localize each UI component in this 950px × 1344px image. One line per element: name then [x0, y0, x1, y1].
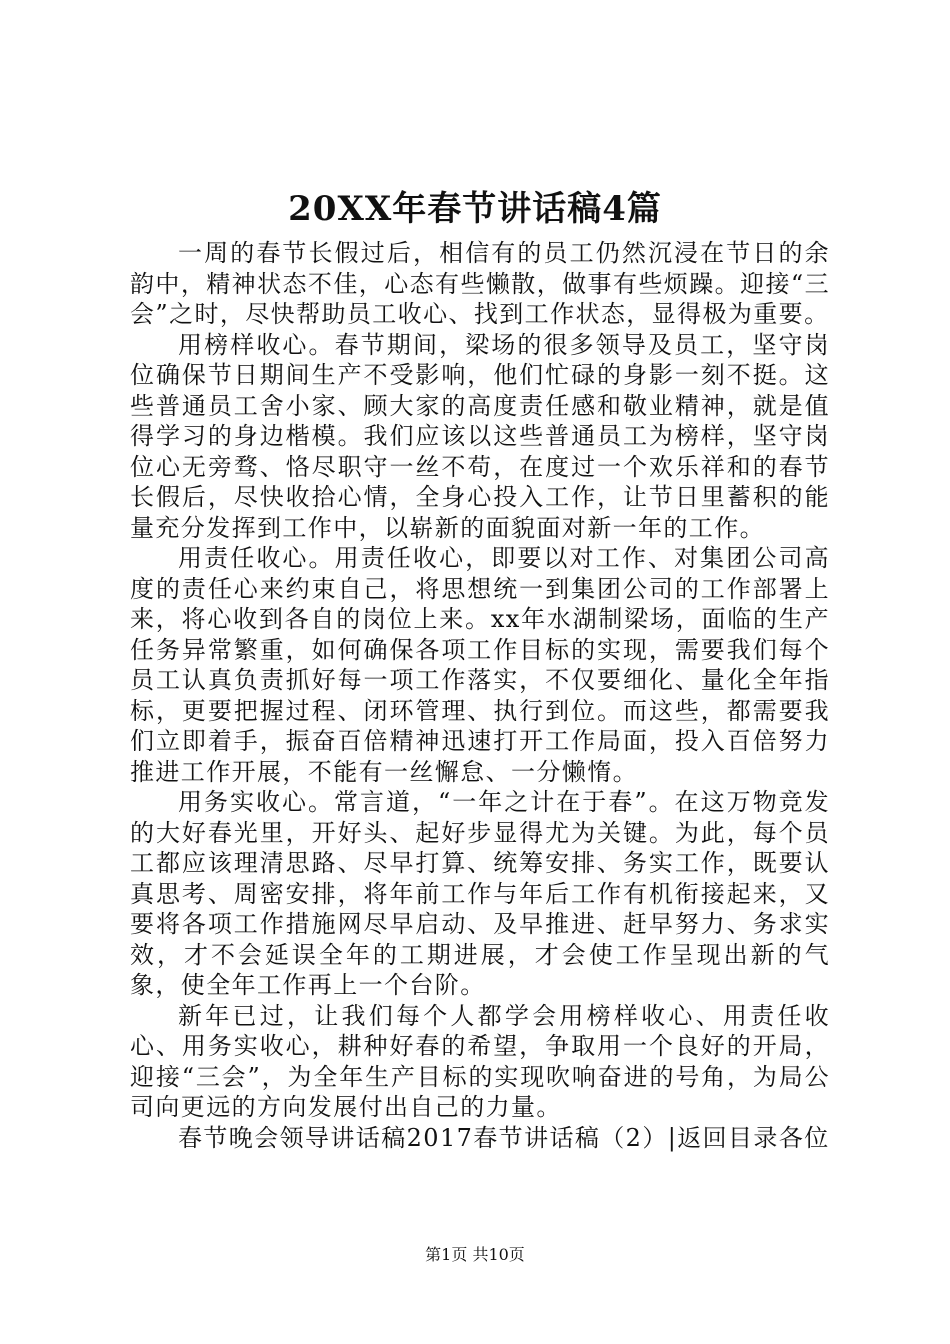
paragraph-role-model: 用榜样收心。春节期间，梁场的很多领导及员工，坚守岗位确保节日期间生产不受影响，他们忙碌的身影一刻不挺。这些普通员工舍小家、顾大家的高度责任感和敬业精神，就是值得学习的身边楷模。我们应该以这些普通员工为榜样，坚守岗位心无旁骛、恪尽职守一丝不苟，在度过一个欢乐祥和的春节长假后，尽快收拾心情，全身心投入工作，让节日里蓄积的能量充分发挥到工作中，以崭新的面貌面对新一年的工作。 — [130, 330, 830, 542]
paragraph-pragmatism: 用务实收心。常言道，“一年之计在于春”。在这万物竞发的大好春光里，开好头、起好步显得尤为关键。为此，每个员工都应该理清思路、尽早打算、统筹安排、务实工作，既要认真思考、周密安排，将年前工作与年后工作有机衔接起来，又要将各项工作措施网尽早启动、及早推进、赶早努力、务求实效，才不会延误全年的工期进展，才会使工作呈现出新的气象，使全年工作再上一个台阶。 — [130, 788, 830, 999]
paragraph-responsibility: 用责任收心。用责任收心，即要以对工作、对集团公司高度的责任心来约束自己，将思想统一到集团公司的工作部署上来，将心收到各自的岗位上来。xx年水湖制梁场，面临的生产任务异常繁重，如何确保各项工作目标的实现，需要我们每个员工认真负责抓好每一项工作落实，不仅要细化、量化全年指标，更要把握过程、闭环管理、执行到位。而这些，都需要我们立即着手，振奋百倍精神迅速打开工作局面，投入百倍努力推进工作开展，不能有一丝懈怠、一分懒惰。 — [130, 544, 830, 786]
page-footer: 第1页 共10页 — [425, 1245, 525, 1264]
paragraph-conclusion: 新年已过，让我们每个人都学会用榜样收心、用责任收心、用务实收心，耕种好春的希望，争取用一个良好的开局，迎接“三会”，为全年生产目标的实现吹响奋进的号角，为局公司向更远的方向发展付出自己的力量。 — [130, 1001, 830, 1121]
document-title: 20XX年春节讲话稿4篇 — [288, 189, 662, 229]
paragraph-intro: 一周的春节长假过后，相信有的员工仍然沉浸在节日的余韵中，精神状态不佳，心态有些懒散，做事有些烦躁。迎接“三会”之时，尽快帮助员工收心、找到工作状态，显得极为重要。 — [130, 239, 830, 328]
paragraph-next-article: 春节晚会领导讲话稿2017春节讲话稿（2）|返回目录各位 — [178, 1123, 830, 1152]
document-body — [130, 238, 830, 1153]
